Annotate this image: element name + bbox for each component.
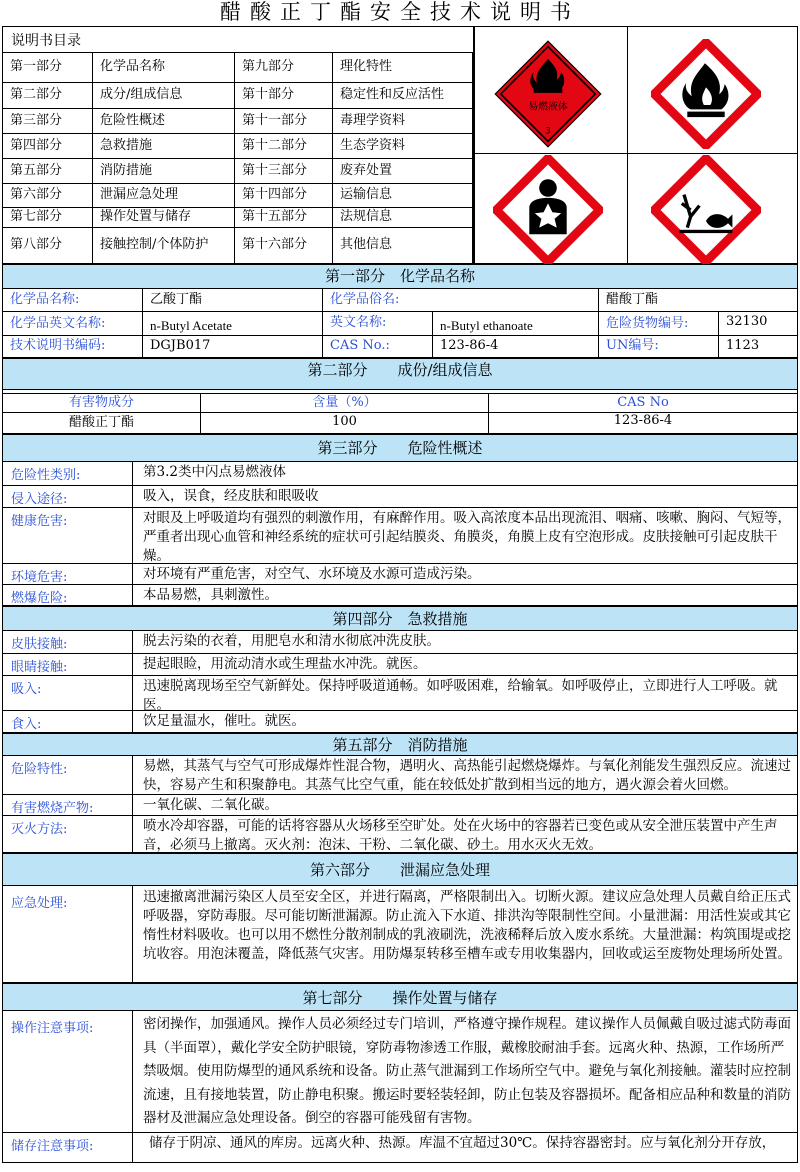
storage-text: 储存于阴凉、通风的库房。远离火种、热源。库温不宜超过30℃。保持容器密封。应与氧化剂分开存放， (149, 1135, 776, 1151)
toc-cell: 运输信息 (333, 184, 473, 208)
skin-contact-row (2, 631, 798, 654)
toc-cell: 危险性概述 (93, 109, 235, 134)
document-title: 醋酸正丁酯安全技术说明书 (220, 0, 580, 24)
emergency-text: 迅速撤离泄漏污染区人员至安全区，并进行隔离，严格限制出入。切断火源。建议应急处理人员戴自给正压式呼吸器，穿防毒服。尽可能切断泄漏源。防止流入下水道、排洪沟等限制性空间。小量泄漏：用活性炭或其它惰性材料吸收。也可以用不燃性分散剂制成的乳液刷洗，洗液稀释后放入废水系统。大量泄漏：构筑围堤或挖坑收容。用泡沫覆盖，降低蒸气灾害。用防爆泵转移至槽车或专用收集器内，回收或运至废物处理场所处置。 (143, 889, 791, 962)
skin-contact-text: 脱去污染的衣着，用肥皂水和清水彻底冲洗皮肤。 (143, 633, 440, 649)
entry-route-row (2, 486, 798, 508)
combustion-products-row (2, 795, 798, 816)
toc-cell: 成分/组成信息 (93, 83, 235, 109)
toc-cell: 法规信息 (333, 208, 473, 228)
health-hazard-text: 对眼及上呼吸道均有强烈的刺激作用，有麻醉作用。吸入高浓度本品出现流泪、咽痛、咳嗽、胸闷、气短等，严重者出现心血管和神经系统的症状可引起结膜炎、角膜炎，角膜上皮有空泡形成。皮肤接触可引起皮肤干燥。 (143, 510, 791, 564)
emergency-label: 应急处理: (3, 886, 133, 982)
section6-header: 第六部分 泄漏应急处理 (2, 853, 798, 886)
entry-route-text: 吸入，误食，经皮肤和眼吸收 (143, 488, 319, 504)
common-name-value: 醋酸丁酯 (599, 289, 797, 312)
toc-table (2, 26, 474, 264)
un-value: 1123 (719, 336, 797, 358)
eye-contact-row (2, 654, 798, 676)
environment-hazard-text: 对环境有严重危害，对空气、水环境及水源可造成污染。 (143, 566, 481, 582)
section2-table (2, 390, 798, 434)
extinguishing-method-text: 喷水冷却容器，可能的话将容器从火场移至空旷处。处在火场中的容器若已变色或从安全泄压装置中产生声音，必须马上撤离。灭火剂：泡沫、干粉、二氧化碳、砂土。用水灭火无效。 (143, 818, 778, 853)
toc-cell: 第十一部分 (235, 109, 333, 134)
storage-label: 储存注意事项: (3, 1133, 133, 1162)
ingestion-text: 饮足量温水，催吐。就医。 (143, 713, 305, 729)
toc-cell: 生态学资料 (333, 134, 473, 159)
health-hazard-row (2, 508, 798, 564)
fire-explosion-hazard-label: 燃爆危险: (3, 585, 133, 605)
combustion-products-text: 一氧化碳、二氧化碳。 (143, 797, 278, 813)
section2-header: 第二部分 成份/组成信息 (2, 358, 798, 390)
toc-cell: 稳定性和反应活性 (333, 83, 473, 109)
section1-table (2, 289, 798, 358)
code-value: DGJB017 (143, 336, 323, 358)
skin-contact-label: 皮肤接触: (3, 631, 133, 653)
toc-cell: 第四部分 (3, 134, 93, 159)
inhalation-row (2, 676, 798, 711)
section6-row (2, 886, 798, 983)
toc-cell: 第八部分 (3, 228, 93, 263)
fire-explosion-hazard-text: 本品易燃，具刺激性。 (143, 587, 278, 603)
toc-cell: 第十三部分 (235, 159, 333, 184)
operation-row (2, 1011, 798, 1133)
toc-cell: 毒理学资料 (333, 109, 473, 134)
flame-ghs-icon (651, 39, 761, 149)
hazard-properties-label: 危险特性: (3, 756, 133, 794)
toc-cell: 第十部分 (235, 83, 333, 109)
environment-hazard-label: 环境危害: (3, 564, 133, 584)
flammable-label-text: 易燃液体 (528, 101, 568, 113)
en-name-value: n-Butyl Acetate (143, 312, 323, 336)
operation-label: 操作注意事项: (3, 1011, 133, 1132)
cas-label: CAS No.: (323, 336, 433, 358)
en-alias-value: n-Butyl ethanoate (433, 312, 599, 336)
combustion-products-label: 有害燃烧产物: (3, 795, 133, 815)
toc-cell: 接触控制/个体防护 (93, 228, 235, 263)
environment-hazard-row (2, 564, 798, 585)
hazard-properties-text: 易燃，其蒸气与空气可形成爆炸性混合物，遇明火、高热能引起燃烧爆炸。与氧化剂能发生强烈反应。流速过快，容易产生和积聚静电。其蒸气比空气重，能在较低处扩散到相当远的地方，遇火源会着火回燃。 (143, 758, 791, 793)
chem-name-label: 化学品名称: (3, 289, 143, 312)
component-col-header: 有害物成分 (3, 394, 201, 413)
hazard-class-row (2, 462, 798, 486)
toc-cell: 废弃处置 (333, 159, 473, 184)
toc-cell: 第一部分 (3, 53, 93, 83)
storage-row (2, 1133, 798, 1163)
hazard-properties-row (2, 756, 798, 795)
health-hazard-label: 健康危害: (3, 508, 133, 563)
pictogram-panel (474, 26, 798, 264)
toc-cell: 其他信息 (333, 228, 473, 263)
en-name-label: 化学品英文名称: (3, 312, 143, 336)
section5-header: 第五部分 消防措施 (2, 733, 798, 756)
section1-header: 第一部分 化学品名称 (2, 264, 798, 289)
extinguishing-method-label: 灭火方法: (3, 816, 133, 852)
hazard-class-label: 危险性类别: (3, 462, 133, 485)
content-col-header: 含量（%） (201, 394, 489, 413)
chem-name-value: 乙酸丁酯 (143, 289, 323, 312)
toc-cell: 第十四部分 (235, 184, 333, 208)
toc-cell: 化学品名称 (93, 53, 235, 83)
toc-cell: 第十二部分 (235, 134, 333, 159)
hazard-class-text: 第3.2类中闪点易燃液体 (143, 464, 286, 480)
toc-cell: 第五部分 (3, 159, 93, 184)
en-alias-label: 英文名称: (323, 312, 433, 336)
operation-text: 密闭操作，加强通风。操作人员必须经过专门培训，严格遵守操作规程。建议操作人员佩戴自吸过滤式防毒面具（半面罩），戴化学安全防护眼镜，穿防毒物渗透工作服，戴橡胶耐油手套。远离火种、热源，工作场所严禁吸烟。使用防爆型的通风系统和设备。防止蒸气泄漏到工作场所空气中。避免与氧化剂接触。灌装时应控制流速，且有接地装置，防止静电积聚。搬运时要轻装轻卸，防止包装及容器损坏。配备相应品种和数量的消防器材及泄漏应急处理设备。倒空的容器可能残留有害物。 (143, 1016, 791, 1126)
toc-cell: 第九部分 (235, 53, 333, 83)
ingestion-label: 食入: (3, 711, 133, 732)
flammable-liquid-diamond-icon (493, 39, 603, 149)
toc-cell: 第六部分 (3, 184, 93, 208)
toc-cell: 第十六部分 (235, 228, 333, 263)
ingestion-row (2, 711, 798, 733)
toc-cell: 急救措施 (93, 134, 235, 159)
cas-value: 123-86-4 (433, 336, 599, 358)
dg-no-value: 32130 (719, 312, 797, 336)
fire-explosion-hazard-row (2, 585, 798, 606)
toc-cell: 泄漏应急处理 (93, 184, 235, 208)
content-value: 100 (201, 413, 489, 434)
section4-header: 第四部分 急救措施 (2, 606, 798, 631)
entry-route-label: 侵入途径: (3, 486, 133, 507)
dg-no-label: 危险货物编号: (599, 312, 719, 336)
extinguishing-method-row (2, 816, 798, 853)
toc-cell: 操作处置与储存 (93, 208, 235, 228)
toc-cell: 第二部分 (3, 83, 93, 109)
eye-contact-text: 提起眼睑，用流动清水或生理盐水冲洗。就医。 (143, 656, 427, 672)
section3-header: 第三部分 危险性概述 (2, 434, 798, 462)
common-name-label: 化学品俗名: (323, 289, 599, 312)
toc-header: 说明书目录 (3, 27, 473, 53)
inhalation-text: 迅速脱离现场至空气新鲜处。保持呼吸道通畅。如呼吸困难，给输氧。如呼吸停止，立即进行人工呼吸。就医。 (143, 678, 778, 713)
un-label: UN编号: (599, 336, 719, 358)
toc-cell: 理化特性 (333, 53, 473, 83)
toc-cell: 消防措施 (93, 159, 235, 184)
cas-col-header: CAS No (489, 394, 797, 413)
toc-cell: 第十五部分 (235, 208, 333, 228)
environment-hazard-icon (651, 155, 761, 265)
flammable-class-number: 3 (545, 126, 551, 137)
eye-contact-label: 眼睛接触: (3, 654, 133, 675)
toc-cell: 第七部分 (3, 208, 93, 228)
inhalation-label: 吸入: (3, 676, 133, 710)
code-label: 技术说明书编码: (3, 336, 143, 358)
section7-header: 第七部分 操作处置与储存 (2, 983, 798, 1011)
health-hazard-icon (493, 155, 603, 265)
component-value: 醋酸正丁酯 (3, 413, 201, 434)
component-cas-value: 123-86-4 (489, 413, 797, 434)
toc-cell: 第三部分 (3, 109, 93, 134)
